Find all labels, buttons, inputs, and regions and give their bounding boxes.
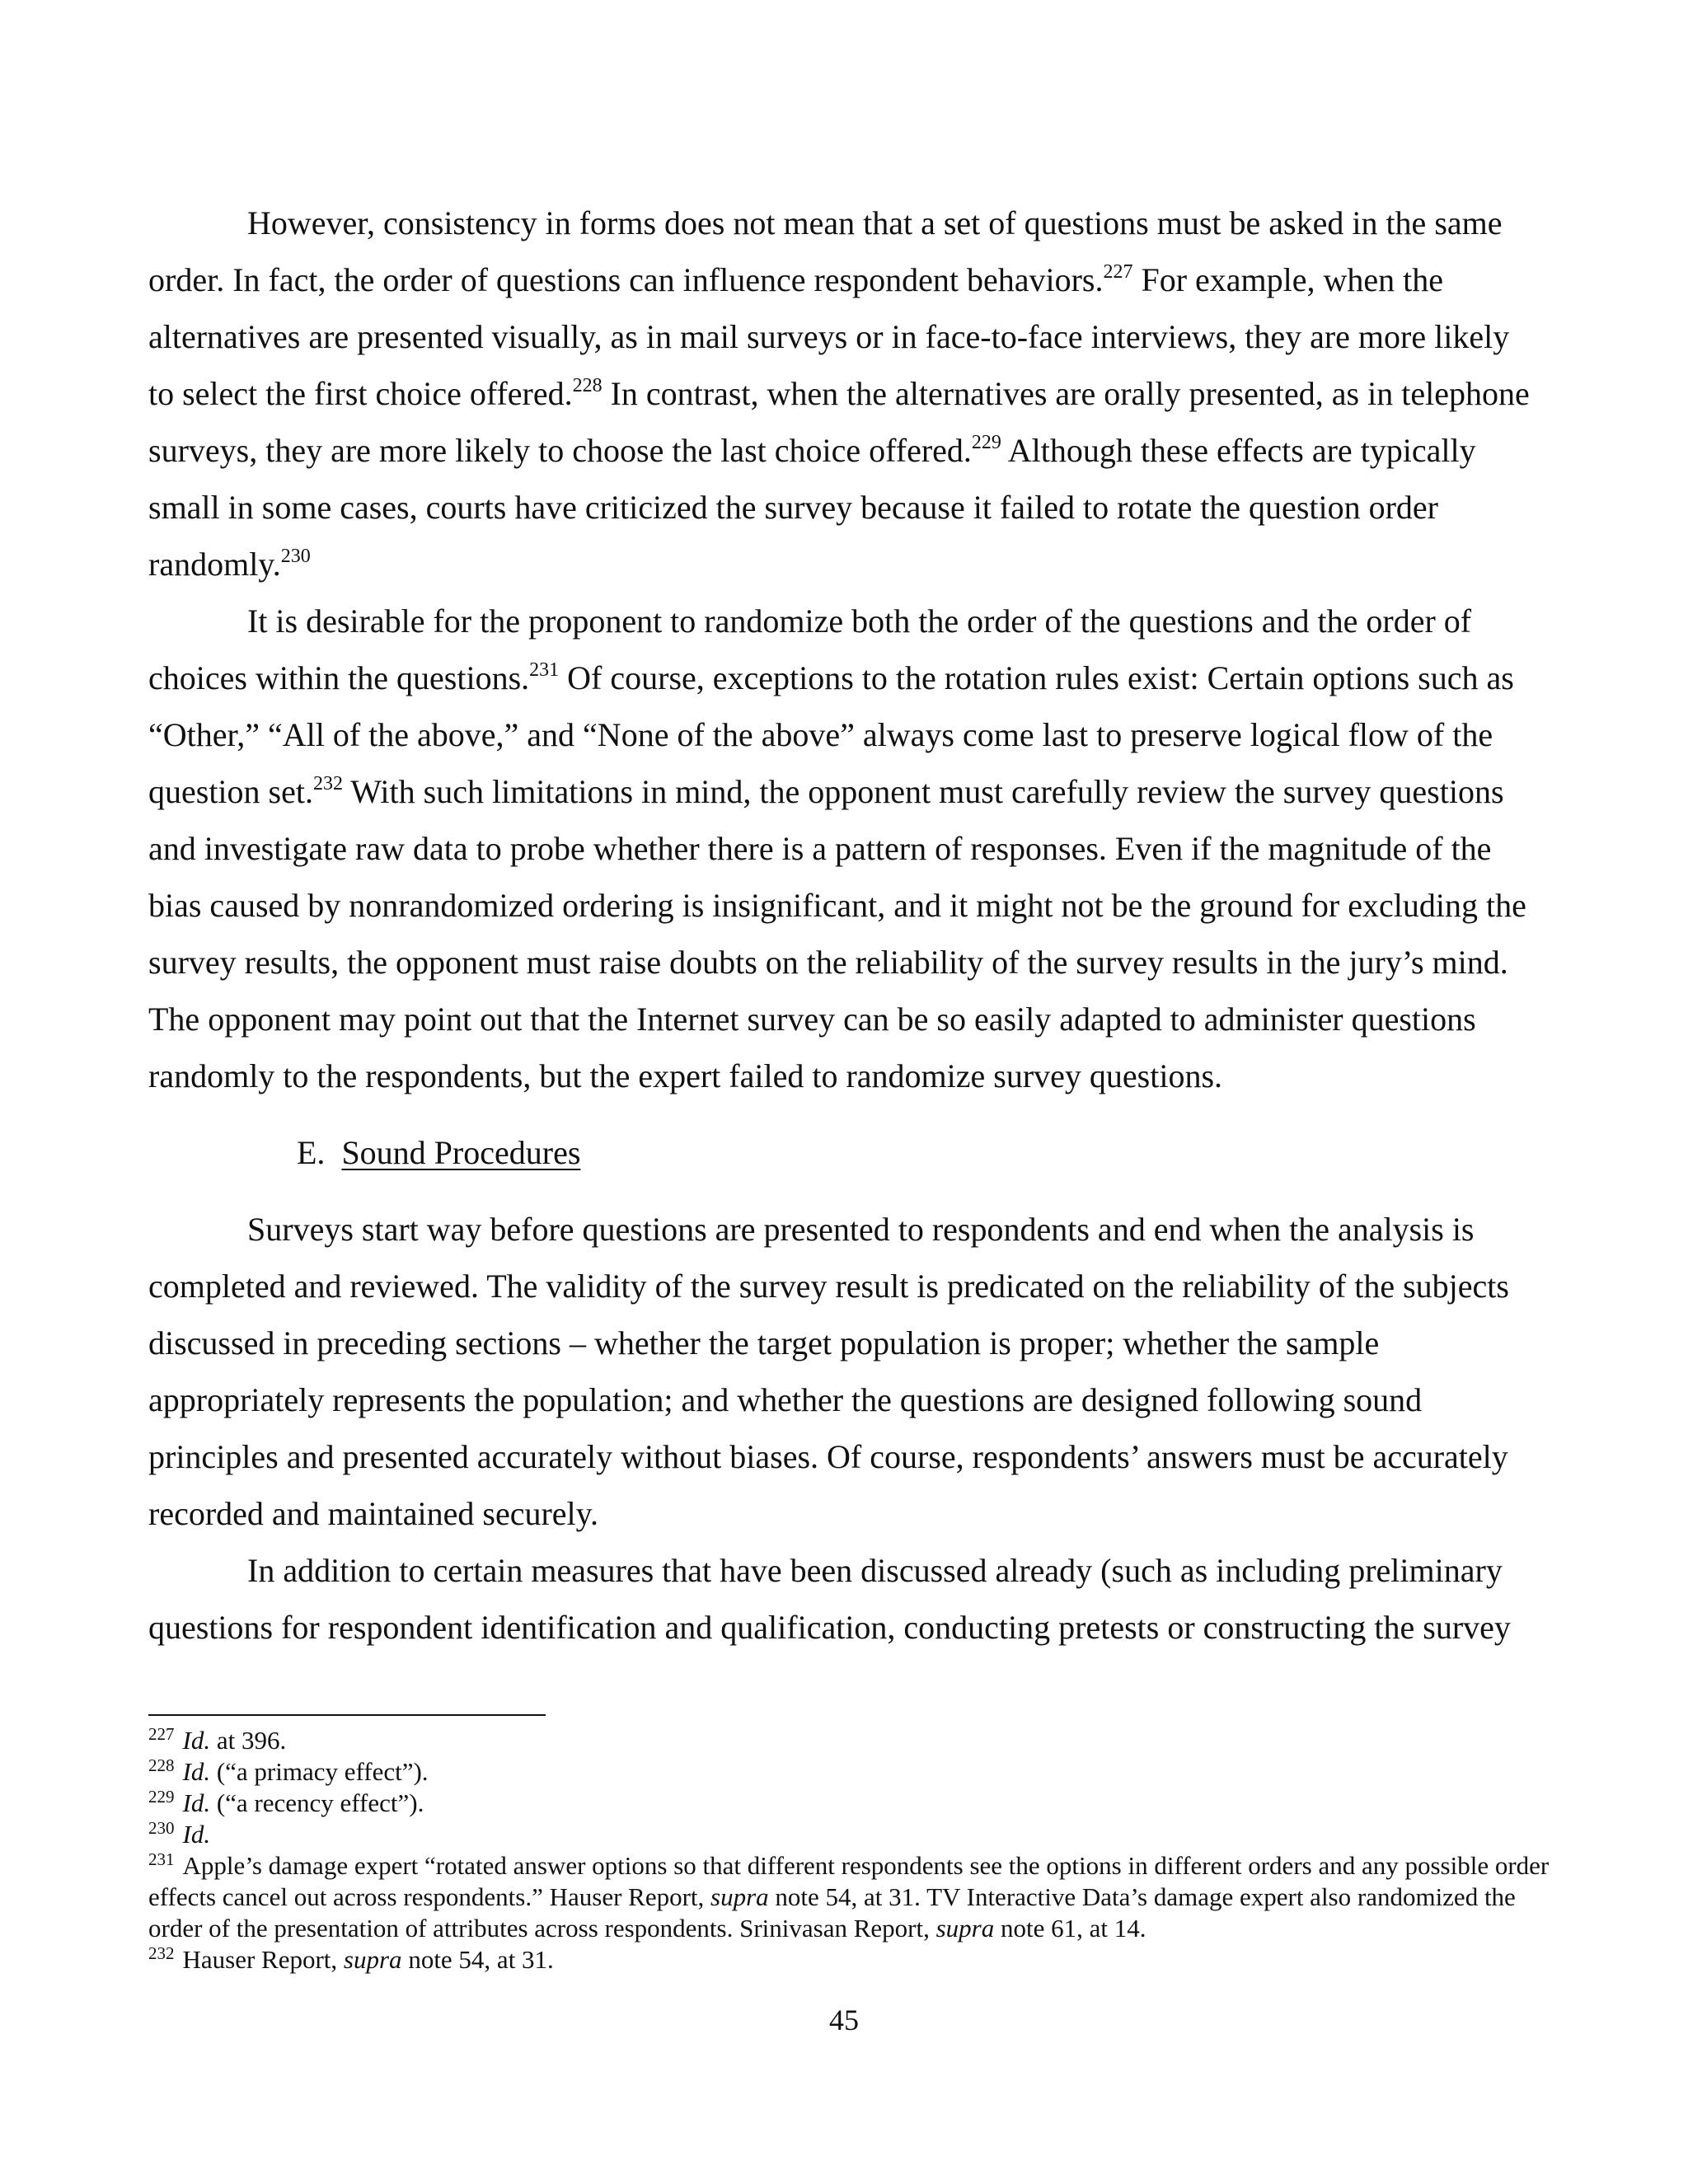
paragraph-text: In contrast, when the alternatives are orally presented, as in telephone surveys, they are more likely to choose the last choice offered. xyxy=(148,375,1530,469)
body-text xyxy=(148,194,1541,1656)
footnote-text: (“a primacy effect”). xyxy=(210,1757,429,1786)
paragraph-text: Although these effects are typically small in some cases, courts have criticized the survey because it failed to rotate the question order randomly. xyxy=(148,432,1476,583)
paragraph-4: In addition to certain measures that have been discussed already (such as including preliminary questions for respondent identification and qualification, conducting pretests or constructing the survey xyxy=(148,1552,1511,1646)
footnote-230 xyxy=(148,1819,1550,1850)
footnote-number: 230 xyxy=(148,1818,175,1838)
paragraph-text: It is desirable for the proponent to randomize both the order of the questions and the order of choices within the questions. xyxy=(148,602,1472,696)
footnote-text: Id. xyxy=(182,1757,211,1786)
footnote-232 xyxy=(148,1944,1550,1975)
section-letter: E. xyxy=(297,1134,326,1171)
footnote-number: 228 xyxy=(148,1755,175,1775)
footnote-number: 231 xyxy=(148,1849,175,1869)
footnote-text: Id. xyxy=(182,1788,211,1817)
footnote-text: Id. xyxy=(182,1820,211,1849)
footnote-231 xyxy=(148,1850,1550,1944)
footnote-227 xyxy=(148,1725,1550,1756)
paragraph-2 xyxy=(148,593,1541,1104)
footnotes xyxy=(148,1725,1550,1975)
paragraph-text: For example, when the alternatives are presented visually, as in mail surveys or in face-to-face interviews, they are more likely to select the first choice offered. xyxy=(148,261,1510,412)
footnote-number: 227 xyxy=(148,1724,175,1744)
footnote-text: supra xyxy=(710,1882,769,1911)
footnote-ref-227: 227 xyxy=(1103,261,1133,283)
footnote-text: supra xyxy=(935,1914,995,1943)
footnote-229 xyxy=(148,1788,1550,1819)
paragraph-text: With such limitations in mind, the opponent must carefully review the survey questions and investigate raw data to probe whether there is a pattern of responses. Even if the magnitude of the bias caused by nonrandomized ordering is insignificant, and it might not be the ground for excluding the survey results, the opponent must raise doubts on the reliability of the survey results in the jury’s mind. The opponent may point out that the Internet survey can be so easily adapted to administer questions randomly to the respondents, but the expert failed to randomize survey questions. xyxy=(148,773,1526,1094)
section-heading xyxy=(297,1124,1541,1181)
footnote-text: note 54, at 31. TV Interactive Data’s damage expert also randomized the order of the presentation of attributes across respondents. Srinivasan Report, xyxy=(148,1882,1516,1943)
footnote-ref-229: 229 xyxy=(971,432,1001,453)
paragraph-text: However, consistency in forms does not mean that a set of questions must be asked in the same order. In fact, the order of questions can influence respondent behaviors. xyxy=(148,204,1503,298)
footnote-ref-230: 230 xyxy=(280,546,311,567)
footnote-number: 229 xyxy=(148,1787,175,1807)
footnote-number: 232 xyxy=(148,1943,175,1963)
footnote-text: supra xyxy=(343,1945,402,1974)
footnote-text: at 396. xyxy=(210,1726,287,1755)
footnote-text: Id. xyxy=(182,1726,211,1755)
footnote-separator xyxy=(148,1714,546,1716)
footnote-text: (“a recency effect”). xyxy=(210,1788,424,1817)
paragraph-1 xyxy=(148,194,1541,593)
footnote-ref-232: 232 xyxy=(312,773,343,794)
footnote-ref-228: 228 xyxy=(572,375,603,396)
section-title: Sound Procedures xyxy=(341,1134,581,1171)
paragraph-text: Of course, exceptions to the rotation rules exist: Certain options such as “Other,” “All of the above,” and “None of the above” always come last to preserve logical flow of the question set. xyxy=(148,659,1514,810)
footnote-text: note 61, at 14. xyxy=(994,1914,1146,1943)
footnote-228 xyxy=(148,1756,1550,1788)
footnote-text: Hauser Report, xyxy=(182,1945,344,1974)
paragraph-3: Surveys start way before questions are presented to respondents and end when the analysis is completed and reviewed. The validity of the survey result is predicated on the reliability of the subjects discussed in preceding sections – whether the target population is proper; whether the sample appropriately represents the population; and whether the questions are designed following sound principles and presented accurately without biases. Of course, respondents’ answers must be accurately recorded and maintained securely. xyxy=(148,1211,1509,1532)
footnote-text: Apple’s damage expert “rotated answer options so that different respondents see the options in different orders and any possible order effects cancel out across respondents.” Hauser Report, xyxy=(148,1851,1550,1911)
page-number: 45 xyxy=(829,2004,859,2036)
footnote-text: note 54, at 31. xyxy=(401,1945,554,1974)
footnote-ref-231: 231 xyxy=(529,659,560,681)
